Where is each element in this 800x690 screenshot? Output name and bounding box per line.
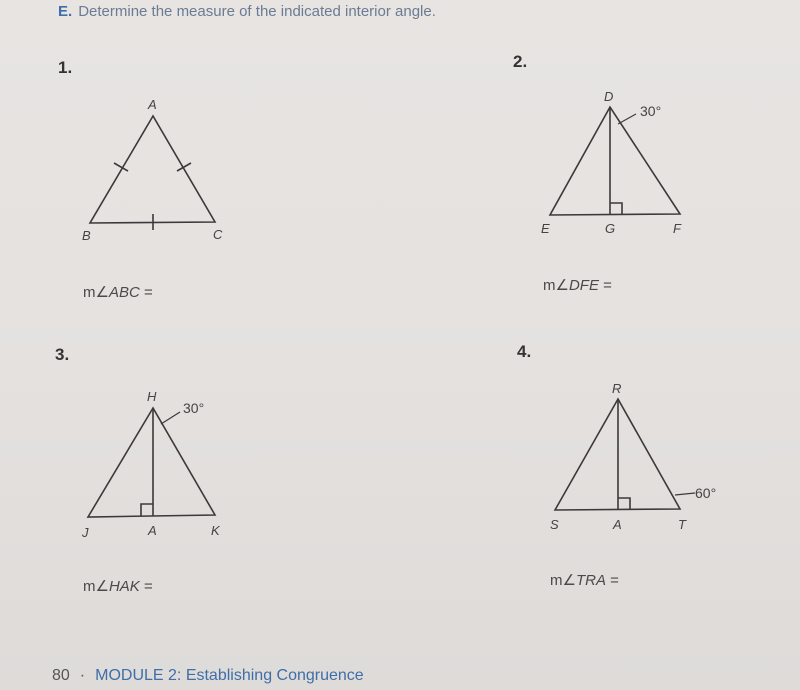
answer-angle-3: HAK	[108, 578, 140, 595]
module-title: MODULE 2: Establishing Congruence	[95, 667, 364, 684]
problem-1-number: 1.	[58, 58, 73, 77]
page-footer	[52, 667, 364, 685]
given-angle-3: 30°	[183, 400, 205, 416]
right-angle-mark-a3	[141, 504, 153, 516]
vertex-label-c: C	[213, 227, 223, 242]
vertex-label-b: B	[82, 228, 91, 243]
answer-line-1	[83, 283, 153, 301]
problem-3-number: 3.	[55, 345, 70, 364]
answer-suffix-2: =	[598, 277, 612, 294]
footer-separator: ·	[79, 667, 86, 684]
answer-line-3	[83, 577, 153, 595]
answer-prefix-3: m∠	[83, 578, 109, 595]
answer-prefix-1: m∠	[83, 284, 109, 301]
answer-angle-2: DFE	[568, 277, 599, 294]
answer-prefix-2: m∠	[543, 277, 569, 294]
answer-suffix-4: =	[605, 572, 619, 589]
answer-suffix-3: =	[139, 578, 153, 595]
triangle-abc	[90, 116, 215, 223]
vertex-label-h: H	[147, 389, 157, 404]
vertex-label-r: R	[612, 381, 622, 396]
right-angle-mark-g	[610, 203, 622, 215]
problem-4-number: 4.	[517, 342, 532, 361]
vertex-label-a3: A	[148, 523, 157, 538]
given-angle-4: 60°	[695, 485, 717, 501]
vertex-label-e: E	[541, 221, 550, 236]
vertex-label-s: S	[550, 517, 559, 532]
angle-leader-3	[161, 412, 180, 424]
vertex-label-d: D	[604, 89, 614, 104]
answer-prefix-4: m∠	[550, 572, 576, 589]
vertex-label-j: J	[82, 525, 89, 540]
section-letter: E.	[58, 3, 73, 20]
vertex-label-t: T	[678, 517, 686, 532]
vertex-label-k: K	[211, 523, 220, 538]
right-angle-mark-a4	[618, 498, 630, 510]
vertex-label-g: G	[605, 221, 616, 236]
instruction-text: Determine the measure of the indicated interior angle.	[78, 3, 436, 20]
answer-suffix-1: =	[139, 284, 153, 301]
triangle-def	[550, 107, 680, 215]
vertex-label-f: F	[673, 221, 681, 236]
angle-leader-2	[618, 114, 636, 124]
answer-angle-1: ABC	[108, 284, 140, 301]
vertex-label-a4: A	[613, 517, 622, 532]
answer-angle-4: TRA	[575, 572, 606, 589]
given-angle-2: 30°	[640, 103, 662, 119]
triangle-hjk	[88, 408, 215, 517]
angle-leader-4	[675, 493, 695, 495]
answer-line-2	[543, 276, 612, 294]
problem-2-number: 2.	[513, 52, 528, 71]
page-number: 80	[52, 667, 70, 684]
vertex-label-a: A	[148, 97, 157, 112]
answer-line-4	[550, 571, 619, 589]
